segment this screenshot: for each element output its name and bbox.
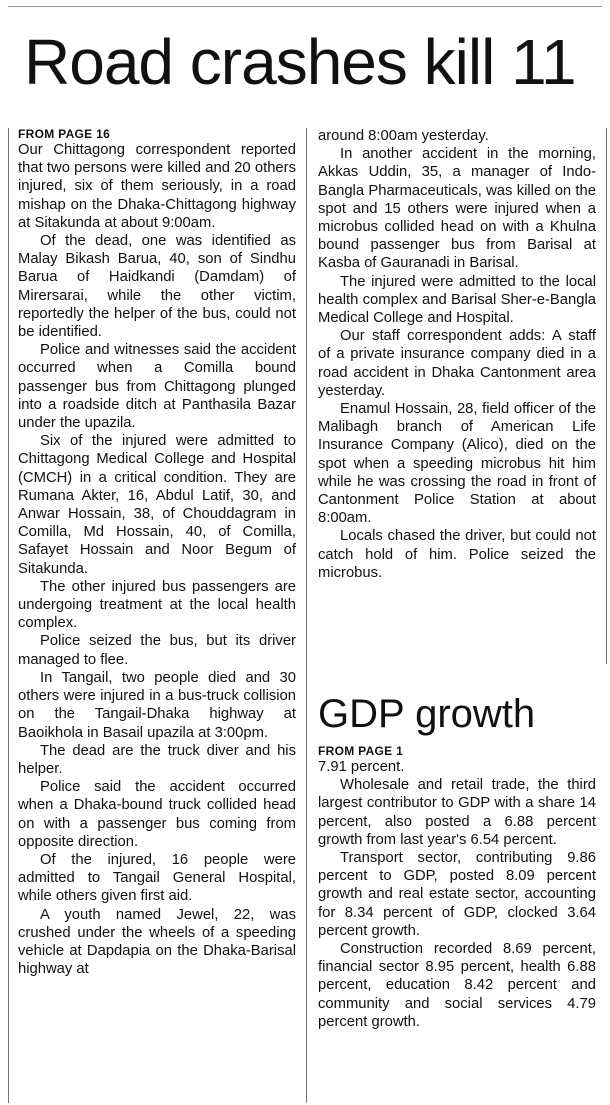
story1-paragraph: Police said the accident occurred when a Dhaka-bound truck collided head on with a passenger bus coming from opposite direction. — [18, 779, 296, 850]
story1-paragraph: The injured were admitted to the local health complex and Barisal Sher-e-Bangla Medical College and Hospital. — [318, 273, 596, 327]
column-rule-middle — [306, 128, 307, 1103]
story1-paragraph: Enamul Hossain, 28, field officer of the Malibagh branch of American Life Insurance Company (Alico), died on the spot when a speeding microbus hit him while he was crossing the road in front of Cantonment Police Station at about 8:00am. — [318, 401, 596, 527]
story1-paragraph: Police and witnesses said the accident occurred when a Comilla bound passenger bus from Chittagong plunged into a roadside ditch at Panthasila Bazar under the upazila. — [18, 342, 296, 432]
headline-gdp-growth: GDP growth — [318, 692, 536, 736]
story2-paragraph: Transport sector, contributing 9.86 percent to GDP, posted 8.09 percent growth and real estate sector, accounting for 8.34 percent of GDP, clocked 3.64 percent growth. — [318, 850, 596, 939]
story2-continued-line: 7.91 percent. — [318, 759, 405, 775]
story2-column — [318, 744, 596, 1031]
story1-continued-line: around 8:00am yesterday. — [318, 128, 489, 144]
story1-paragraph: Of the injured, 16 people were admitted to Tangail General Hospital, while others given first aid. — [18, 851, 296, 905]
top-rule — [8, 6, 602, 7]
story2-paragraph: Construction recorded 8.69 percent, financial sector 8.95 percent, health 6.88 percent, education 8.42 percent and community and social services 4.79 percent growth. — [318, 941, 596, 1030]
column-rule-right — [606, 128, 607, 664]
story2-paragraph: Wholesale and retail trade, the third largest contributor to GDP with a share 14 percent, also posted a 6.88 percent growth from last year's 6.54 percent. — [318, 777, 596, 848]
story2-kicker: FROM PAGE 1 — [318, 744, 404, 758]
headline-road-crashes: Road crashes kill 11 — [24, 26, 576, 98]
story1-paragraph: Six of the injured were admitted to Chittagong Medical College and Hospital (CMCH) in a critical condition. They are Rumana Akter, 16, Abdul Latif, 30, and Anwar Hossain, 38, of Chouddagram in Comilla, Md Hossain, 40, of Comilla, Safayet Hossain and Noor Begum of Sitakunda. — [18, 433, 296, 577]
column-rule-left — [8, 128, 9, 1103]
story1-paragraph: In Tangail, two people died and 30 others were injured in a bus-truck collision on the Tangail-Dhaka highway at Baoikhola in Basail upazila at 3:00pm. — [18, 669, 296, 741]
story1-paragraph: Our Chittagong correspondent reported that two persons were killed and 20 others injured, six of them seriously, in a road mishap on the Dhaka-Chittagong highway at Sitakunda at about 9:00am. — [18, 142, 296, 231]
story1-paragraph: Police seized the bus, but its driver managed to flee. — [18, 633, 296, 668]
story1-paragraph: The dead are the truck diver and his helper. — [18, 742, 296, 777]
story1-left-column — [18, 127, 296, 978]
story1-paragraph: A youth named Jewel, 22, was crushed under the wheels of a speeding vehicle at Dapdapia on the Dhaka-Barisal highway at — [18, 906, 296, 978]
story1-paragraph: In another accident in the morning, Akkas Uddin, 35, a manager of Indo-Bangla Pharmaceuticals, was killed on the spot and 15 others were injured when a microbus collided head on with a Khulna bound passenger bus from Barisal at Kasba of Gauranadi in Barisal. — [318, 146, 596, 272]
story1-paragraph: Of the dead, one was identified as Malay Bikash Barua, 40, son of Sindhu Barua of Haidkandi (Damdam) of Mirersarai, while the other victim, reportedly the helper of the bus, could not be identified. — [18, 233, 296, 341]
story1-kicker: FROM PAGE 16 — [18, 127, 111, 141]
story1-paragraph: Locals chased the driver, but could not catch hold of him. Police seized the microbus. — [318, 528, 596, 581]
story1-paragraph: Our staff correspondent adds: A staff of a private insurance company died in a road accident in Dhaka Cantonment area yesterday. — [318, 328, 596, 399]
story1-paragraph: The other injured bus passengers are undergoing treatment at the local health complex. — [18, 578, 296, 632]
story1-right-column — [318, 127, 596, 582]
